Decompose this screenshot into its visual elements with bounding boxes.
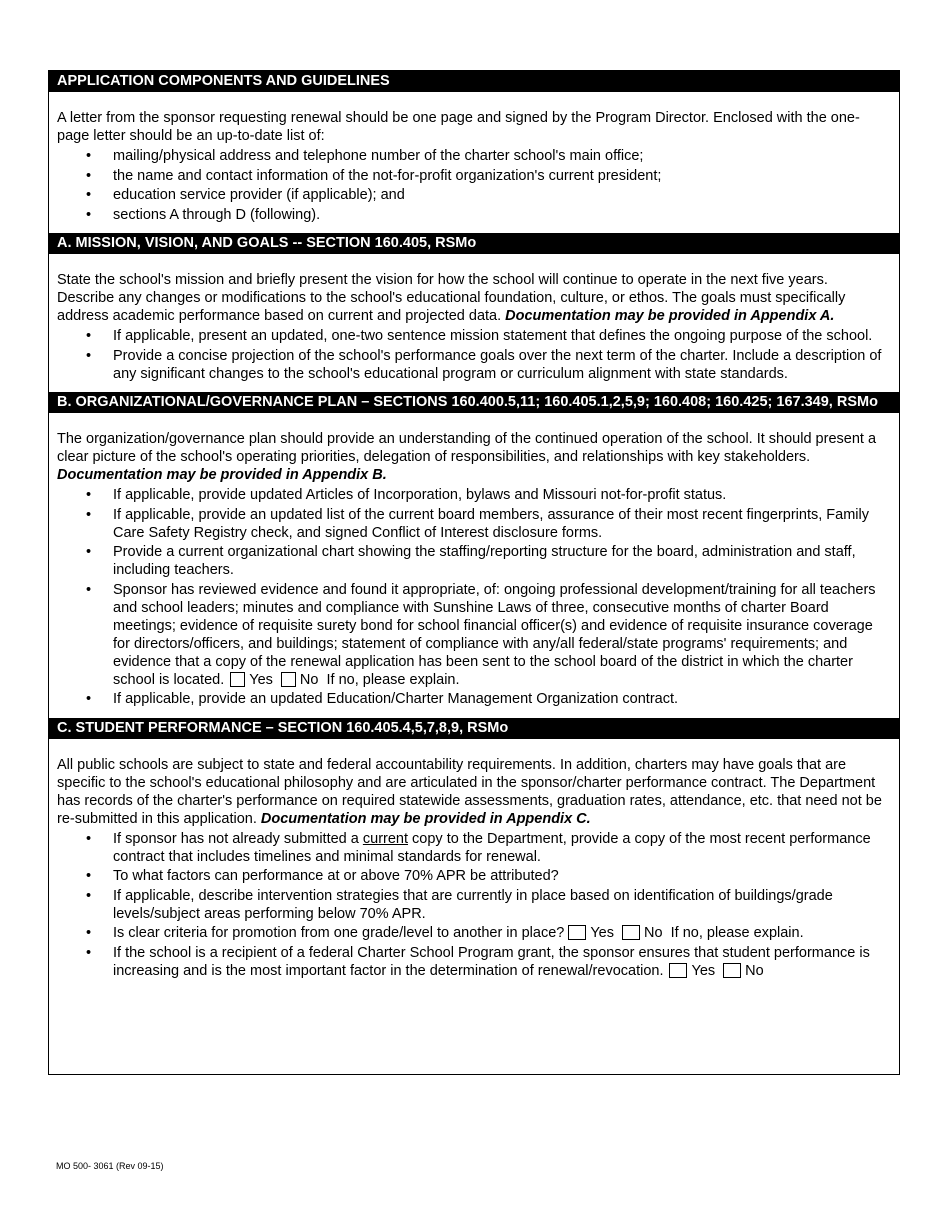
list-item-sponsor-review <box>113 581 889 689</box>
promotion-no-checkbox[interactable] <box>622 925 640 940</box>
section-header-c: C. STUDENT PERFORMANCE – SECTION 160.405.4,5,7,8,9, RSMo <box>49 718 899 739</box>
list-item: • Provide a current organizational chart showing the staffing/reporting structure for the board, administration and staff, including teachers. <box>113 543 889 579</box>
appendix-c-note: Documentation may be provided in Appendix C. <box>260 810 591 827</box>
csp-no-checkbox[interactable] <box>723 963 741 978</box>
promotion-criteria-text: Is clear criteria for promotion from one grade/level to another in place? <box>113 925 565 941</box>
intro-paragraph: A letter from the sponsor requesting renewal should be one page and signed by the Program Director. Enclosed with the one-page letter should be an up-to-date list of: <box>57 110 860 144</box>
list-item: • mailing/physical address and telephone number of the charter school's main office; <box>113 147 889 165</box>
no-label: No <box>299 671 319 688</box>
section-body-intro <box>49 92 899 233</box>
section-c-text: All public schools are subject to state and federal accountability requirements. In addition, charters may have goals that are specific to the school's educational philosophy and are articulated in the sponsor/charter performance contract. The Department has records of the charter's performance on required statewide assessments, graduation rates, attendance, etc. that need not be re-submitted in this application. <box>57 756 882 827</box>
section-body-c <box>49 739 899 990</box>
list-item: • education service provider (if applicable); and <box>113 186 889 204</box>
list-item: • If applicable, describe intervention strategies that are currently in place based on identification of buildings/grade levels/subject areas performing below 70% APR. <box>113 887 889 923</box>
section-body-a <box>49 254 899 392</box>
section-c-list <box>57 830 889 980</box>
section-b-text: The organization/governance plan should provide an understanding of the continued operation of the school. It should present a clear picture of the school's operating priorities, delegation of responsibilities, and relationships with key stakeholders. <box>57 431 877 465</box>
item1-text: If sponsor has not already submitted a <box>113 830 363 847</box>
list-item: • Provide a concise projection of the school's performance goals over the next term of the charter. Include a description of any significant changes to the school's educational program or curriculum alignment with state standards. <box>113 347 889 383</box>
promotion-yes-checkbox[interactable] <box>568 925 586 940</box>
intro-list <box>57 147 889 224</box>
list-item: • To what factors can performance at or above 70% APR be attributed? <box>113 867 889 885</box>
csp-yes-checkbox[interactable] <box>669 963 687 978</box>
section-header-application-components: APPLICATION COMPONENTS AND GUIDELINES <box>49 71 899 92</box>
list-item: • If applicable, present an updated, one-two sentence mission statement that defines the ongoing purpose of the school. <box>113 327 889 345</box>
section-b-paragraph <box>57 430 889 484</box>
csp-grant-text: If the school is a recipient of a federal Charter School Program grant, the sponsor ensures that student performance is increasing and is the most important factor in the determination of renewal/revocation. <box>113 944 870 979</box>
sponsor-review-text: Sponsor has reviewed evidence and found it appropriate, of: ongoing professional development/training for all teachers and school leaders; minutes and compliance with Sunshine Laws of three, consecutive months of charter Board meetings; evidence of requisite surety bond for school financial officer(s) and evidence of requisite insurance coverage for directors/officers, and buildings; statement of compliance with any/all federal/state programs' requirements; and evidence that a copy of the renewal application has been sent to the school board of the district in which the charter school is located. <box>113 581 876 688</box>
list-item: • If applicable, provide updated Articles of Incorporation, bylaws and Missouri not-for-profit status. <box>113 486 889 504</box>
explain-text: If no, please explain. <box>670 925 804 941</box>
section-body-b <box>49 413 899 718</box>
no-label: No <box>745 962 764 979</box>
form-container <box>48 70 900 1075</box>
sponsor-yes-checkbox[interactable] <box>230 672 245 687</box>
appendix-b-note: Documentation may be provided in Appendix B. <box>57 467 387 483</box>
list-item-promotion-criteria <box>113 924 889 942</box>
explain-text: If no, please explain. <box>326 671 460 688</box>
yes-label: Yes <box>249 671 273 688</box>
section-header-b: B. ORGANIZATIONAL/GOVERNANCE PLAN – SECTIONS 160.400.5,11; 160.405.1,2,5,9; 160.408; 160.425; 167.349, RSMo <box>49 392 899 413</box>
section-a-paragraph <box>57 271 889 325</box>
list-item: • the name and contact information of the not-for-profit organization's current president; <box>113 167 889 185</box>
list-item: • If applicable, provide an updated Education/Charter Management Organization contract. <box>113 690 889 708</box>
section-c-paragraph <box>57 756 889 828</box>
list-item <box>113 830 889 866</box>
section-a-text: State the school's mission and briefly present the vision for how the school will continue to operate in the next five years. Describe any changes or modifications to the school's educational foundation, culture, or ethos. The goals must specifically address academic performance based on current and projected data. <box>57 272 846 324</box>
sponsor-no-checkbox[interactable] <box>281 672 296 687</box>
section-b-list <box>57 486 889 708</box>
item1-underlined: current <box>362 830 409 847</box>
yes-label: Yes <box>590 925 614 941</box>
appendix-a-note: Documentation may be provided in Appendix A. <box>505 308 835 324</box>
list-item: • If applicable, provide an updated list of the current board members, assurance of their most recent fingerprints, Family Care Safety Registry check, and signed Conflict of Interest disclosure forms. <box>113 506 889 542</box>
no-label: No <box>644 925 663 941</box>
section-header-a: A. MISSION, VISION, AND GOALS -- SECTION 160.405, RSMo <box>49 233 899 254</box>
section-a-list <box>57 327 889 383</box>
list-item-csp-grant <box>113 944 889 980</box>
item1-text-rest: copy to the Department, provide a copy of the most recent performance contract that includes timelines and minimal standards for renewal. <box>113 830 871 865</box>
form-number-footer: MO 500- 3061 (Rev 09-15) <box>56 1161 164 1171</box>
yes-label: Yes <box>691 962 716 979</box>
list-item: • sections A through D (following). <box>113 206 889 224</box>
